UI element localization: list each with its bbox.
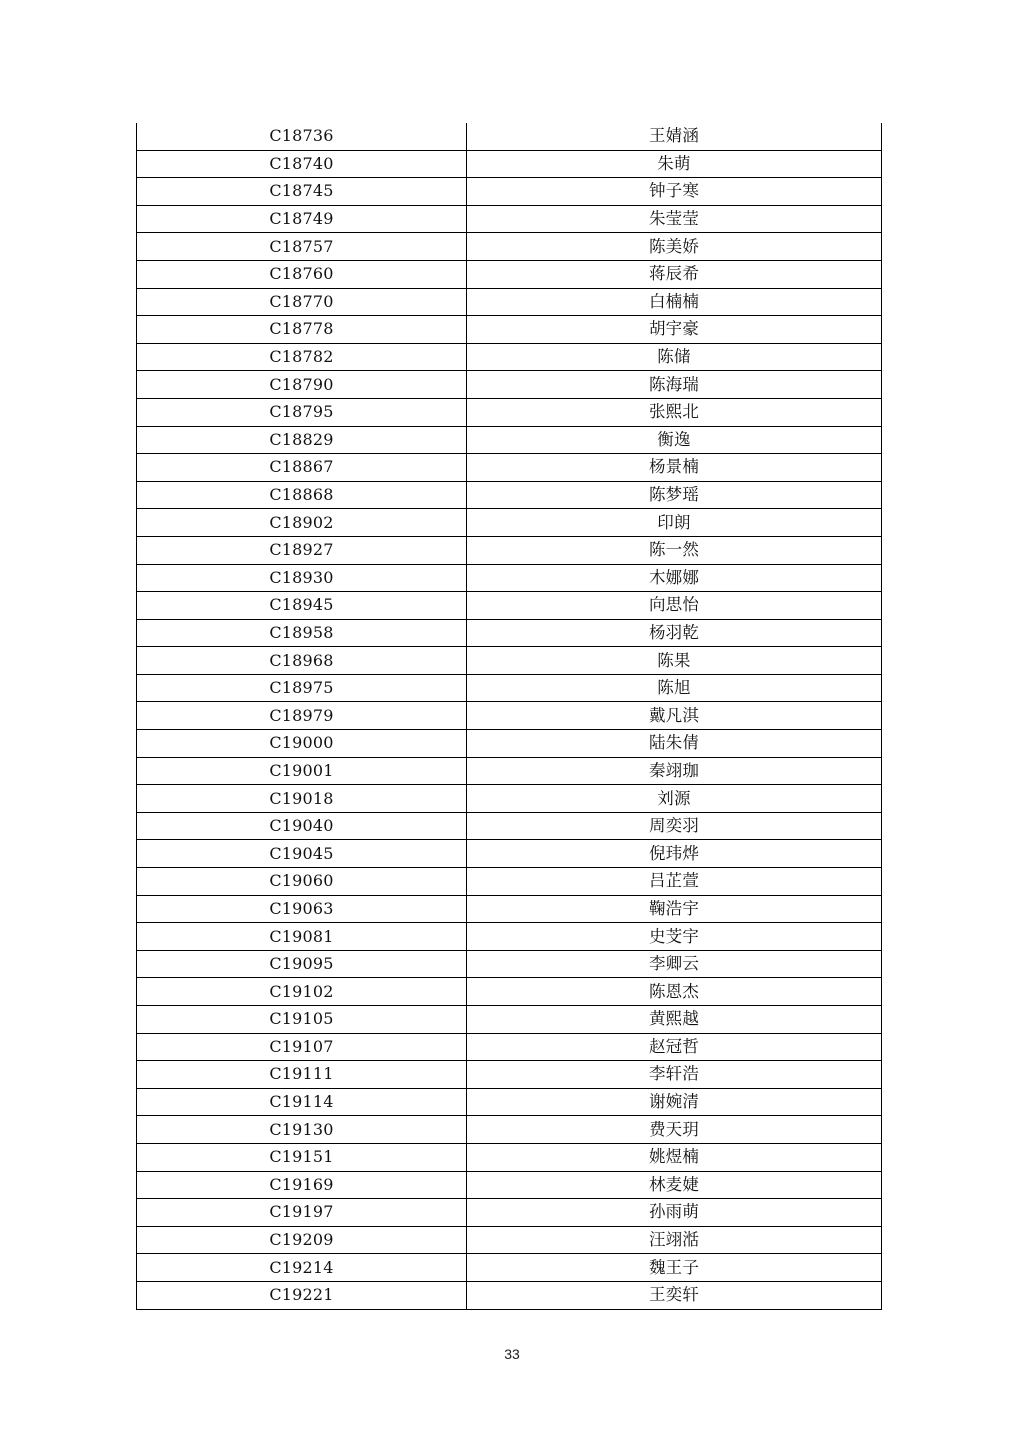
student-id-cell: C18745 xyxy=(137,178,467,206)
student-name-cell: 衡逸 xyxy=(467,426,882,454)
table-row xyxy=(137,1171,882,1199)
student-id-cell: C19018 xyxy=(137,785,467,813)
student-id-cell: C18770 xyxy=(137,288,467,316)
table-row xyxy=(137,1006,882,1034)
student-name-cell: 王奕轩 xyxy=(467,1281,882,1309)
student-id-cell: C19105 xyxy=(137,1006,467,1034)
student-id-cell: C18782 xyxy=(137,343,467,371)
table-row xyxy=(137,812,882,840)
student-name-cell: 蒋辰希 xyxy=(467,260,882,288)
table-row xyxy=(137,1116,882,1144)
student-id-cell: C19001 xyxy=(137,757,467,785)
student-id-cell: C19081 xyxy=(137,923,467,951)
table-row xyxy=(137,730,882,758)
student-name-cell: 李轩浩 xyxy=(467,1061,882,1089)
table-row xyxy=(137,950,882,978)
student-name-cell: 钟子寒 xyxy=(467,178,882,206)
student-name-cell: 刘源 xyxy=(467,785,882,813)
student-id-cell: C19040 xyxy=(137,812,467,840)
student-id-cell: C18930 xyxy=(137,564,467,592)
student-id-cell: C19000 xyxy=(137,730,467,758)
student-name-cell: 赵冠哲 xyxy=(467,1033,882,1061)
student-id-cell: C18979 xyxy=(137,702,467,730)
student-id-cell: C18945 xyxy=(137,592,467,620)
student-name-cell: 姚煜楠 xyxy=(467,1143,882,1171)
student-id-cell: C18902 xyxy=(137,509,467,537)
student-id-cell: C19197 xyxy=(137,1199,467,1227)
student-name-cell: 朱莹莹 xyxy=(467,205,882,233)
student-id-cell: C19114 xyxy=(137,1088,467,1116)
table-row xyxy=(137,316,882,344)
student-id-cell: C18968 xyxy=(137,647,467,675)
table-row xyxy=(137,1281,882,1309)
student-id-cell: C18760 xyxy=(137,260,467,288)
student-id-cell: C18927 xyxy=(137,536,467,564)
table-row xyxy=(137,1143,882,1171)
student-name-cell: 张熙北 xyxy=(467,398,882,426)
student-name-cell: 木娜娜 xyxy=(467,564,882,592)
student-name-cell: 陈恩杰 xyxy=(467,978,882,1006)
student-id-cell: C18958 xyxy=(137,619,467,647)
student-name-cell: 陆朱倩 xyxy=(467,730,882,758)
table-row xyxy=(137,1226,882,1254)
table-row xyxy=(137,1088,882,1116)
student-id-cell: C18867 xyxy=(137,454,467,482)
table-row xyxy=(137,674,882,702)
student-name-cell: 胡宇豪 xyxy=(467,316,882,344)
student-id-cell: C19102 xyxy=(137,978,467,1006)
student-name-cell: 费天玥 xyxy=(467,1116,882,1144)
student-name-cell: 周奕羽 xyxy=(467,812,882,840)
table-row xyxy=(137,757,882,785)
student-id-cell: C18757 xyxy=(137,233,467,261)
student-name-cell: 陈果 xyxy=(467,647,882,675)
student-name-cell: 黄熙越 xyxy=(467,1006,882,1034)
student-name-cell: 李卿云 xyxy=(467,950,882,978)
student-id-cell: C19107 xyxy=(137,1033,467,1061)
student-name-cell: 白楠楠 xyxy=(467,288,882,316)
student-id-cell: C19111 xyxy=(137,1061,467,1089)
table-row xyxy=(137,592,882,620)
student-id-cell: C19214 xyxy=(137,1254,467,1282)
table-row xyxy=(137,1199,882,1227)
table-row xyxy=(137,123,882,150)
table-row xyxy=(137,260,882,288)
table-row xyxy=(137,233,882,261)
student-name-cell: 戴凡淇 xyxy=(467,702,882,730)
student-id-cell: C19063 xyxy=(137,895,467,923)
table-row xyxy=(137,564,882,592)
table-row xyxy=(137,398,882,426)
table-row xyxy=(137,205,882,233)
student-id-cell: C19130 xyxy=(137,1116,467,1144)
table-row xyxy=(137,702,882,730)
table-row xyxy=(137,1033,882,1061)
student-id-cell: C19045 xyxy=(137,840,467,868)
table-row xyxy=(137,978,882,1006)
student-name-cell: 孙雨萌 xyxy=(467,1199,882,1227)
table-row xyxy=(137,840,882,868)
page-number: 33 xyxy=(504,1346,520,1362)
table-row xyxy=(137,426,882,454)
student-name-cell: 谢婉清 xyxy=(467,1088,882,1116)
student-id-cell: C19095 xyxy=(137,950,467,978)
student-name-cell: 陈梦瑶 xyxy=(467,481,882,509)
student-name-cell: 陈一然 xyxy=(467,536,882,564)
student-name-cell: 陈旭 xyxy=(467,674,882,702)
table-row xyxy=(137,178,882,206)
student-name-cell: 陈海瑞 xyxy=(467,371,882,399)
student-id-cell: C18736 xyxy=(137,123,467,150)
student-id-cell: C19060 xyxy=(137,868,467,896)
student-name-cell: 史芠宇 xyxy=(467,923,882,951)
student-id-cell: C18868 xyxy=(137,481,467,509)
student-name-cell: 鞠浩宇 xyxy=(467,895,882,923)
table-row xyxy=(137,481,882,509)
table-row xyxy=(137,288,882,316)
table-row xyxy=(137,1061,882,1089)
student-id-cell: C18790 xyxy=(137,371,467,399)
student-id-cell: C18749 xyxy=(137,205,467,233)
student-name-cell: 杨景楠 xyxy=(467,454,882,482)
table-row xyxy=(137,895,882,923)
student-id-cell: C18795 xyxy=(137,398,467,426)
student-id-cell: C19169 xyxy=(137,1171,467,1199)
student-id-cell: C19209 xyxy=(137,1226,467,1254)
student-name-cell: 吕芷萱 xyxy=(467,868,882,896)
student-name-cell: 朱萌 xyxy=(467,150,882,178)
student-name-cell: 印朗 xyxy=(467,509,882,537)
table-row xyxy=(137,619,882,647)
student-name-cell: 陈储 xyxy=(467,343,882,371)
table-row xyxy=(137,923,882,951)
student-id-cell: C18975 xyxy=(137,674,467,702)
roster-table-body xyxy=(137,123,882,1309)
table-row xyxy=(137,868,882,896)
table-row xyxy=(137,343,882,371)
student-name-cell: 魏王子 xyxy=(467,1254,882,1282)
student-id-cell: C19151 xyxy=(137,1143,467,1171)
table-row xyxy=(137,785,882,813)
student-id-cell: C19221 xyxy=(137,1281,467,1309)
table-row xyxy=(137,454,882,482)
student-name-cell: 倪玮烨 xyxy=(467,840,882,868)
student-name-cell: 杨羽乾 xyxy=(467,619,882,647)
table-row xyxy=(137,150,882,178)
student-name-cell: 秦翊珈 xyxy=(467,757,882,785)
student-name-cell: 汪翊湉 xyxy=(467,1226,882,1254)
student-id-cell: C18740 xyxy=(137,150,467,178)
student-id-cell: C18829 xyxy=(137,426,467,454)
student-id-cell: C18778 xyxy=(137,316,467,344)
student-name-cell: 陈美娇 xyxy=(467,233,882,261)
table-row xyxy=(137,509,882,537)
student-name-cell: 向思怡 xyxy=(467,592,882,620)
table-row xyxy=(137,536,882,564)
student-roster-table xyxy=(136,123,882,1310)
student-name-cell: 林麦婕 xyxy=(467,1171,882,1199)
table-row xyxy=(137,371,882,399)
table-row xyxy=(137,1254,882,1282)
table-row xyxy=(137,647,882,675)
student-name-cell: 王婧涵 xyxy=(467,123,882,150)
